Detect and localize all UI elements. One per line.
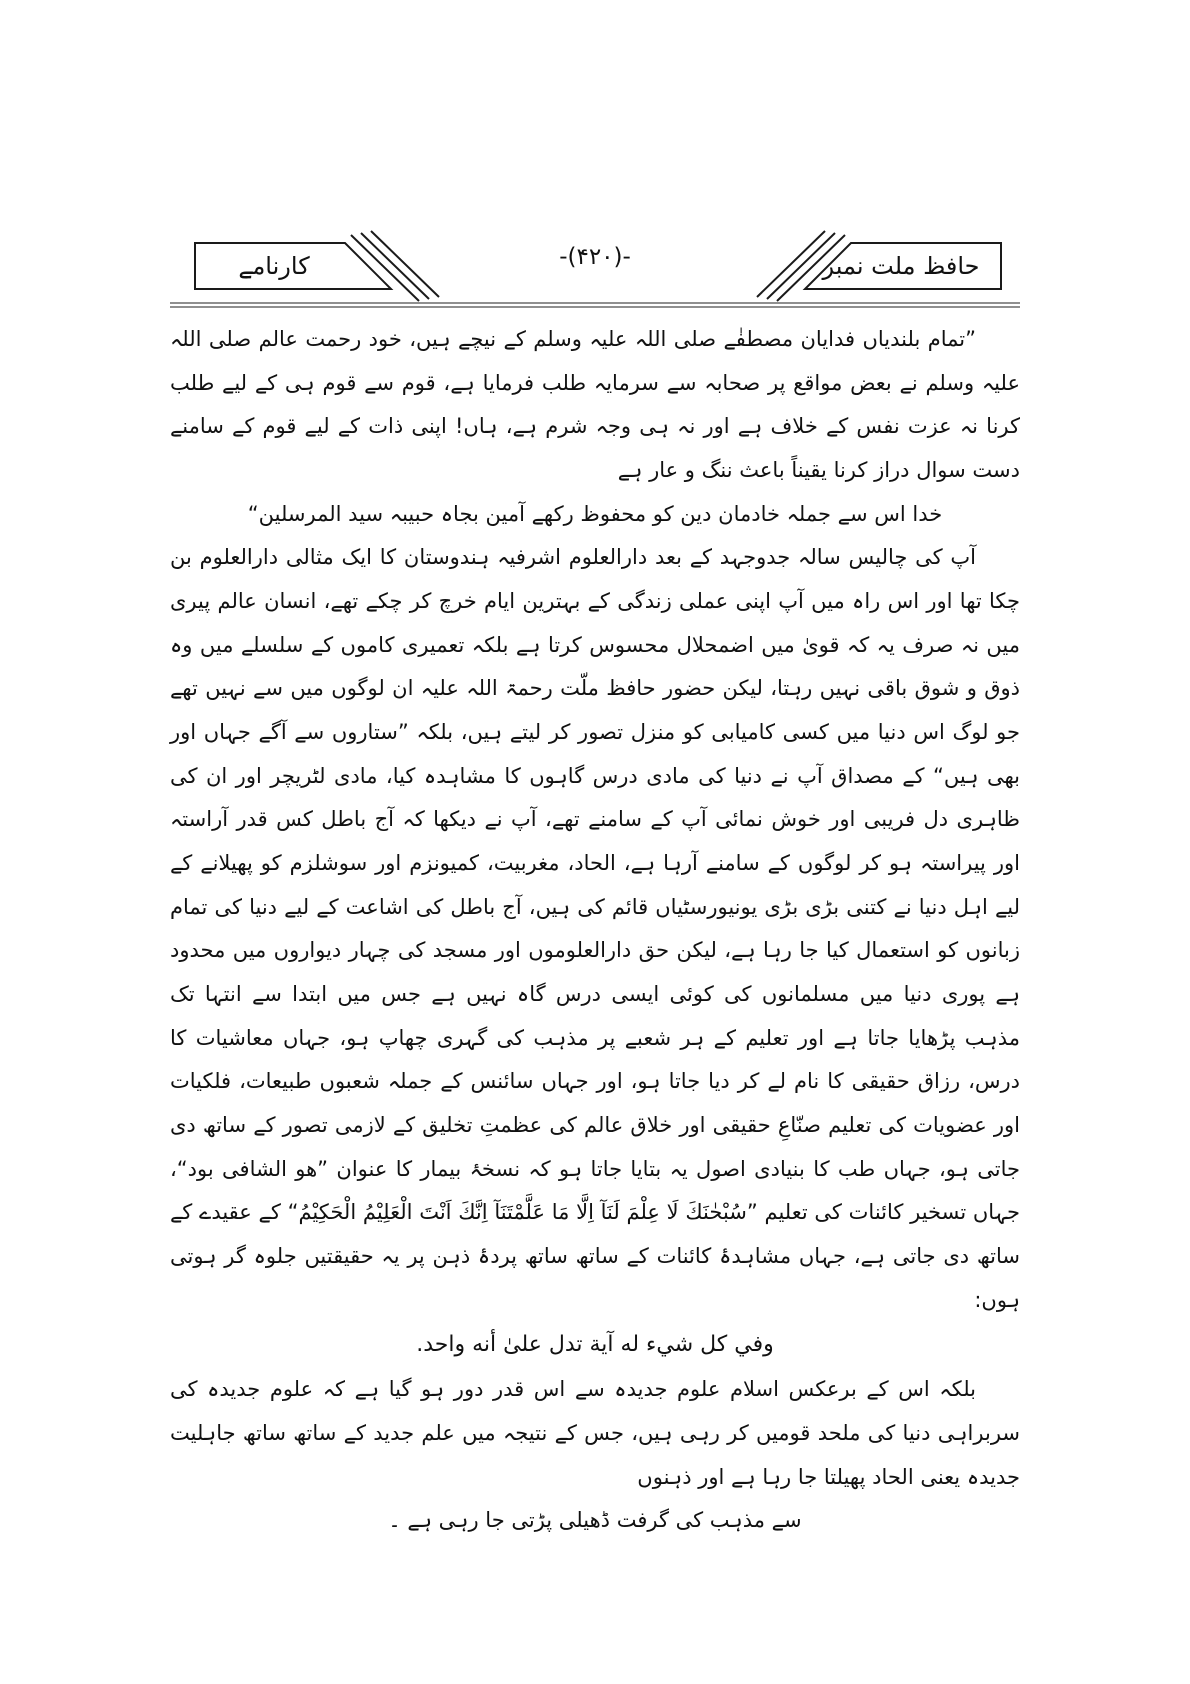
arabic-verse: وفي كل شيء له آية تدل علىٰ أنه واحد. <box>416 1332 774 1358</box>
section-tab-hafiz-millat-number <box>683 227 1003 305</box>
section-tab-label: کارنامے <box>238 252 310 280</box>
paragraph-closing-line: سے مذہب کی گرفت ڈھیلی پڑتی جا رہی ہے ۔ <box>388 1508 802 1533</box>
header-divider <box>170 302 1020 308</box>
body-paragraph: آپ کی چالیس سالہ جدوجہد کے بعد دارالعلوم اشرفیہ ہندوستان کا ایک مثالی دارالعلوم بن چکا تھا اور اس راہ میں آپ اپنی عملی زندگی کے بہترین ایام خرچ کر چکے تھے، انسان عالم پیری میں نہ صرف یہ کہ قویٰ میں اضمحلال محسوس کرتا ہے بلکہ تعمیری کاموں کے سلسلے میں وہ ذوق و شوق باقی نہیں رہتا، لیکن حضور حافظ ملّت رحمۃ اللہ علیہ ان لوگوں میں سے نہیں تھے جو لوگ اس دنیا میں کسی کامیابی کو منزل تصور کر لیتے ہیں، بلکہ ”ستاروں سے آگے جہاں اور بھی ہیں“ کے مصداق آپ نے دنیا کی مادی درس گاہوں کا مشاہدہ کیا، مادی لٹریچر اور ان کی ظاہری دل فریبی اور خوش نمائی آپ کے سامنے تھے، آپ نے دیکھا کہ آج باطل کس قدر آراستہ اور پیراستہ ہو کر لوگوں کے سامنے آرہا ہے، الحاد، مغربیت، کمیونزم اور سوشلزم کو پھیلانے کے لیے اہل دنیا نے کتنی بڑی بڑی یونیورسٹیاں قائم کی ہیں، آج باطل کی اشاعت کے لیے دنیا کی تمام زبانوں کو استعمال کیا جا رہا ہے، لیکن حق دارالعلوموں اور مسجد کی چہار دیواروں میں محدود ہے پوری دنیا میں مسلمانوں کی کوئی ایسی درس گاہ نہیں ہے جس میں ابتدا سے انتہا تک مذہب پڑھایا جاتا ہے اور تعلیم کے ہر شعبے پر مذہب کی گہری چھاپ ہو، جہاں معاشیات کا درس، رزاق حقیقی کا نام لے کر دیا جاتا ہو، اور جہاں سائنس کے جملہ شعبوں طبیعات، فلکیات اور عضویات کی تعلیم صنّاعِ حقیقی اور خلاق عالم کی عظمتِ تخلیق کے لازمی تصور کے ساتھ دی جاتی ہو، جہاں طب کا بنیادی اصول یہ بتایا جاتا ہو کہ نسخۂ بیمار کا عنوان ”ھو الشافی بود“، جہاں تسخیر کائنات کی تعلیم ”سُبْحٰنَكَ لَا عِلْمَ لَنَآ اِلَّا مَا عَلَّمْتَنَآ اِنَّكَ اَنْتَ الْعَلِيْمُ الْحَكِيْمُ“ کے عقیدے کے ساتھ دی جاتی ہے، جہاں مشاہدۂ کائنات کے ساتھ ساتھ پردۂ ذہن پر یہ حقیقتیں جلوہ گر ہوتی ہوں: <box>170 545 1020 1312</box>
page-number: -(۴۲۰)- <box>559 244 631 270</box>
section-tab-label: حافظ ملت نمبر <box>822 252 980 280</box>
body-paragraph: ”تمام بلندیاں فدایان مصطفٰے صلی اللہ علیہ وسلم کے نیچے ہیں، خود رحمت عالم صلی اللہ علیہ وسلم نے بعض مواقع پر صحابہ سے سرمایہ طلب فرمایا ہے، قوم سے قوم ہی کے لیے طلب کرنا نہ عزت نفس کے خلاف ہے اور نہ ہی وجہ شرم ہے، ہاں! اپنی ذات کے لیے قوم کے سامنے دست سوال دراز کرنا یقیناً باعث ننگ و عار ہے <box>170 327 1020 483</box>
page-body <box>170 318 1020 1543</box>
body-paragraph: بلکہ اس کے برعکس اسلام علوم جدیدہ سے اس قدر دور ہو گیا ہے کہ علوم جدیدہ کی سربراہی دنیا کی ملحد قومیں کر رہی ہیں، جس کے نتیجہ میں علم جدید کے ساتھ ساتھ جاہلیت جدیدہ یعنی الحاد پھیلتا جا رہا ہے اور ذہنوں <box>170 1377 1020 1489</box>
paragraph-closing-line: خدا اس سے جملہ خادمان دین کو محفوظ رکھے آمین بجاہ حبیبہ سید المرسلین“ <box>247 501 943 526</box>
